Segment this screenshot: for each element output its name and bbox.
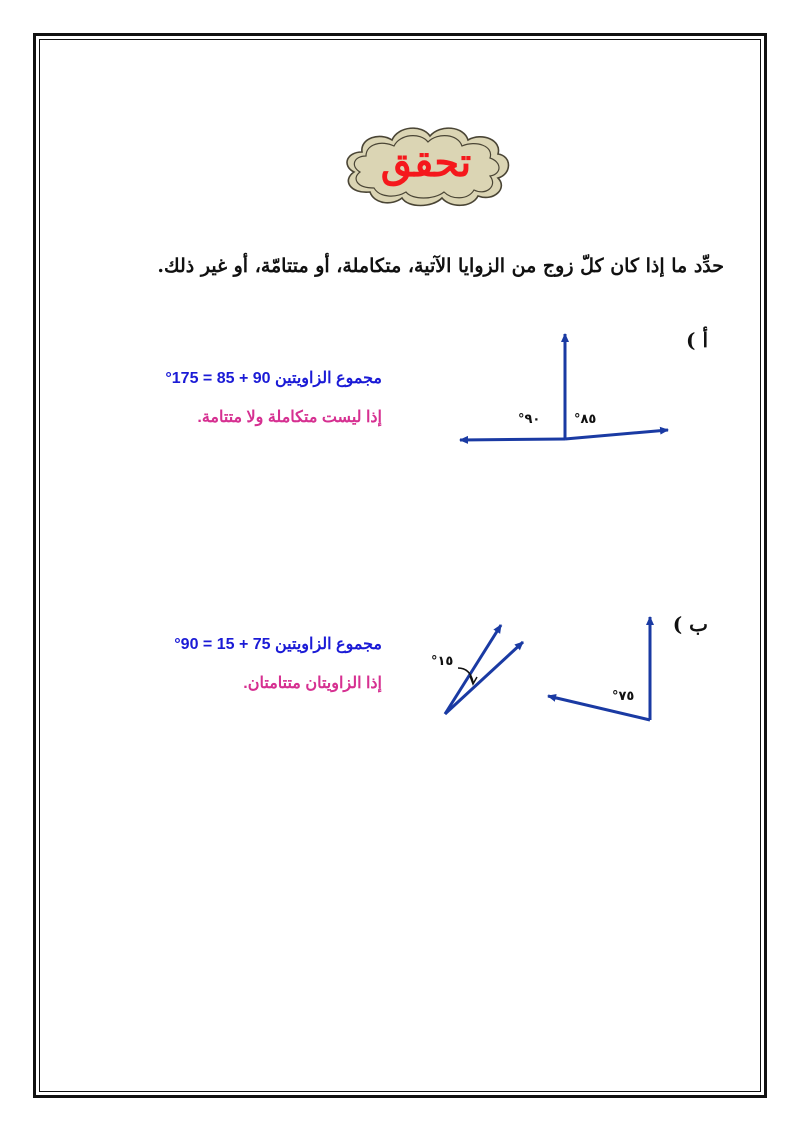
part-b-sum: مجموع الزاويتين 75 + 15 = 90°: [174, 636, 382, 653]
page-title: تحقق: [380, 138, 472, 186]
part-a-label: أ ): [686, 328, 708, 352]
part-a-conclusion: إذا ليست متكاملة ولا متتامة.: [197, 409, 382, 426]
part-b-angle-large-label: °٧٥: [612, 689, 635, 704]
part-a-angle-left-label: °٩٠: [518, 412, 541, 427]
part-a-diagram: [460, 334, 668, 440]
part-b-label: ب ): [672, 612, 708, 636]
part-a-ray-left: [460, 439, 565, 440]
part-b-diagram: [445, 617, 650, 720]
part-b-conclusion: إذا الزاويتان متتامتان.: [243, 675, 382, 692]
part-a-sum: مجموع الزاويتين 90 + 85 = 175°: [165, 370, 382, 387]
part-b-arc-arrow-icon: [470, 676, 477, 684]
part-a-angle-right-label: °٨٥: [574, 412, 597, 427]
part-a-ray-right: [565, 430, 668, 439]
instruction-text: حدِّد ما إذا كان كلّ زوج من الزوايا الآتية، متكاملة، أو متتامّة، أو غير ذلك.: [157, 255, 724, 277]
part-b-ray-left: [548, 696, 650, 720]
part-b-angle-small-label: °١٥: [431, 654, 454, 669]
